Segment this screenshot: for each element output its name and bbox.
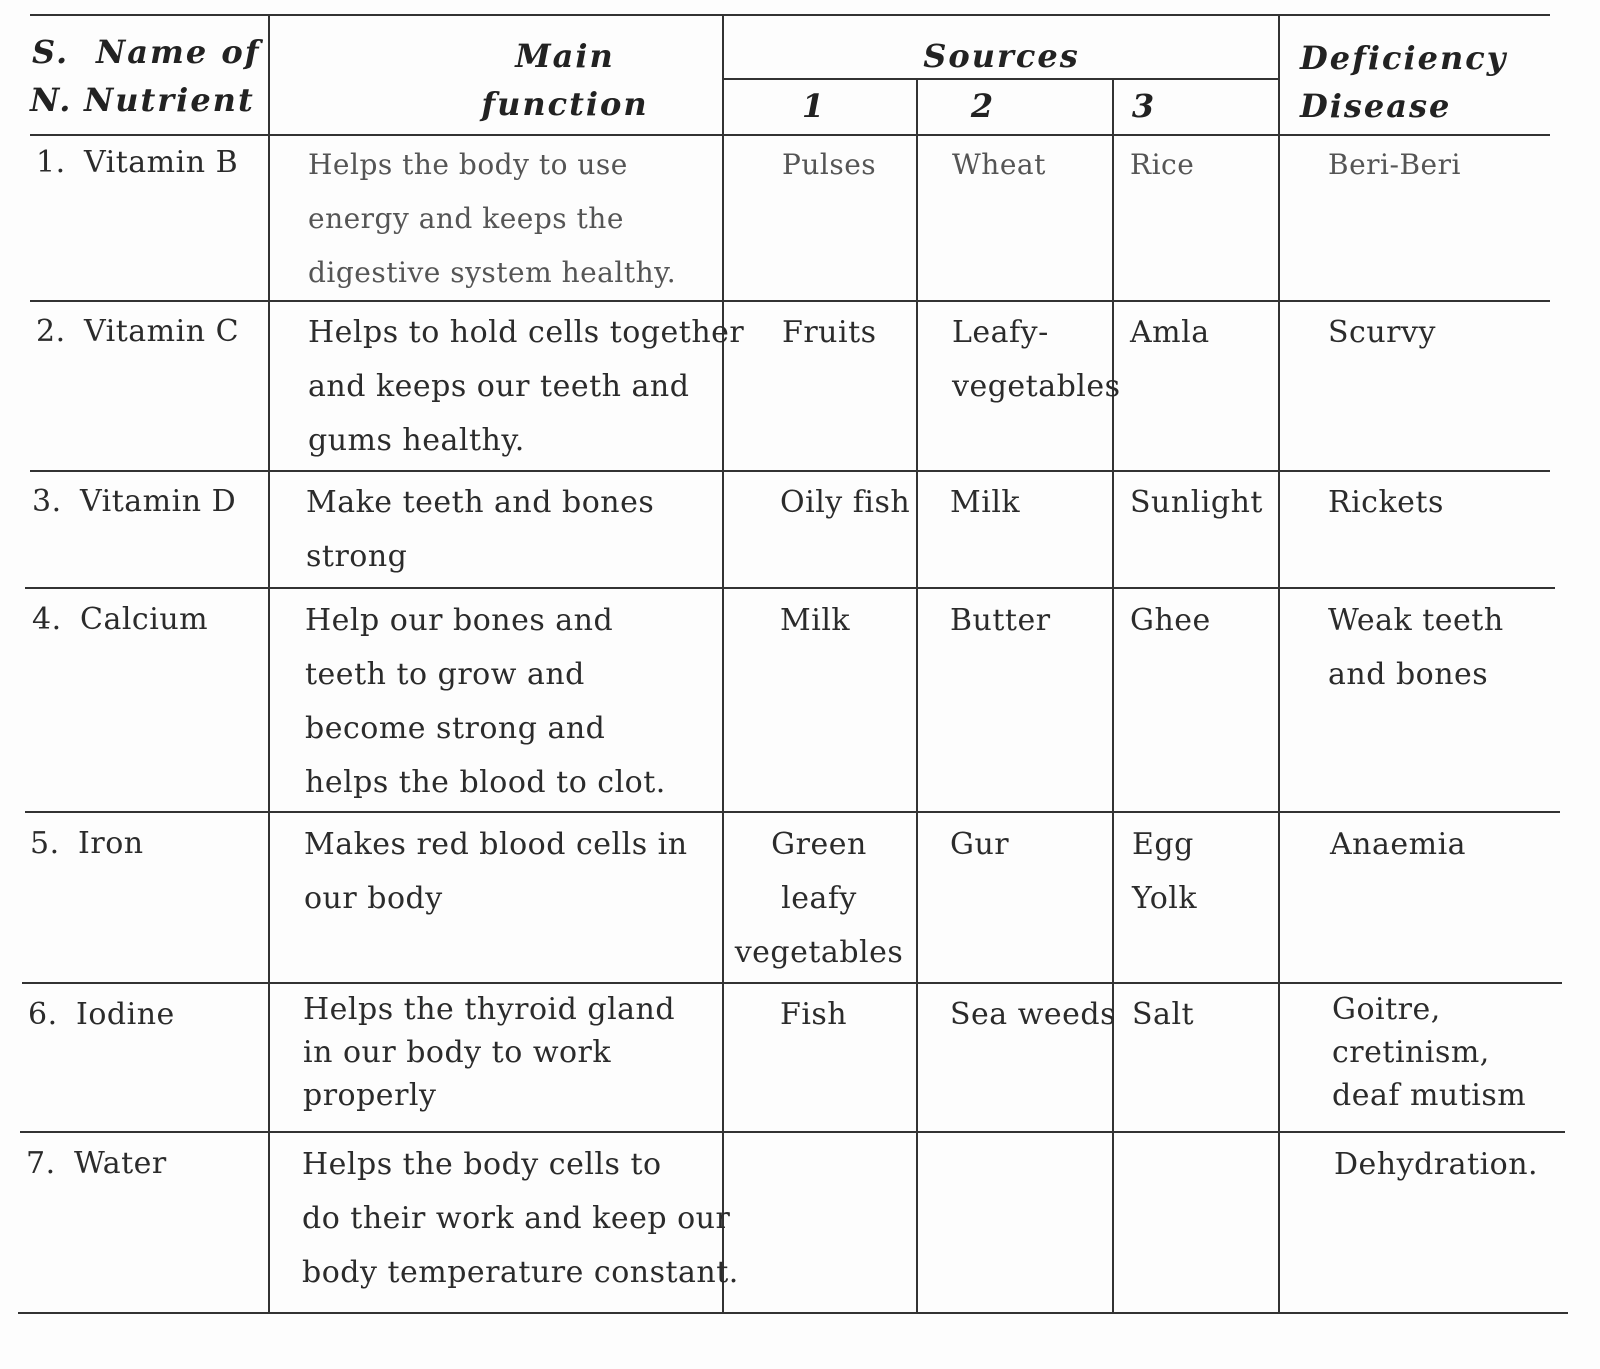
col-divider-source2 <box>1112 78 1114 1314</box>
header-bottom-border <box>30 134 1550 136</box>
row3-source3: Sunlight <box>1130 485 1263 520</box>
row-divider-1 <box>30 300 1550 302</box>
row2-source2: Leafy- vegetables <box>952 315 1121 404</box>
row4-function: Help our bones and teeth to grow and become strong and helps the blood to clot. <box>305 603 666 800</box>
col-divider-source1 <box>916 78 918 1314</box>
row4-nutrient: Calcium <box>80 602 209 637</box>
row-divider-5 <box>22 982 1562 984</box>
row6-disease: Goitre, cretinism, deaf mutism <box>1332 992 1527 1113</box>
header-source-col-1: 1 <box>801 87 827 125</box>
header-sn-line1: S. <box>32 33 70 71</box>
row3-function: Make teeth and bones strong <box>306 485 655 574</box>
row6-source3: Salt <box>1132 997 1195 1032</box>
row2-source1: Fruits <box>782 315 877 350</box>
row6-function: Helps the thyroid gland in our body to work properly <box>303 992 676 1113</box>
header-sources: Sources <box>923 37 1080 75</box>
row1-function: Helps the body to use energy and keeps the digestive system healthy. <box>308 148 677 289</box>
header-deficiency: Deficiency Disease <box>1300 39 1508 125</box>
header-sn-line2: N. <box>30 81 73 119</box>
row5-source2: Gur <box>950 827 1010 862</box>
table-top-border <box>30 14 1550 16</box>
row4-sn: 4. <box>32 602 62 637</box>
row4-source1: Milk <box>780 603 851 638</box>
row-divider-4 <box>25 811 1560 813</box>
row7-disease: Dehydration. <box>1334 1147 1539 1182</box>
row1-disease: Beri-Beri <box>1328 148 1461 181</box>
row4-source2: Butter <box>950 603 1051 638</box>
row1-source1: Pulses <box>782 148 877 181</box>
row2-nutrient: Vitamin C <box>84 314 240 349</box>
header-source-col-3: 3 <box>1131 87 1157 125</box>
row6-nutrient: Iodine <box>76 997 175 1032</box>
row6-sn: 6. <box>28 997 58 1032</box>
row6-source2: Sea weeds <box>950 997 1117 1032</box>
col-divider-sources <box>1278 14 1280 1314</box>
row2-sn: 2. <box>36 314 66 349</box>
row1-source2: Wheat <box>952 148 1046 181</box>
row-divider-3 <box>25 587 1555 589</box>
row7-nutrient: Water <box>74 1146 167 1181</box>
col-divider-function <box>722 14 724 1314</box>
row3-disease: Rickets <box>1328 485 1444 520</box>
row2-disease: Scurvy <box>1328 315 1436 350</box>
header-name-line2: Nutrient <box>84 81 255 119</box>
row1-source3: Rice <box>1130 148 1195 181</box>
row5-function: Makes red blood cells in our body <box>304 827 688 916</box>
row3-sn: 3. <box>32 484 62 519</box>
row5-disease: Anaemia <box>1330 827 1467 862</box>
row2-function: Helps to hold cells together and keeps our teeth and gums healthy. <box>308 315 745 458</box>
row4-source3: Ghee <box>1130 603 1211 638</box>
row7-function: Helps the body cells to do their work and keep our body temperature constant. <box>302 1147 739 1290</box>
row-divider-6 <box>20 1131 1565 1133</box>
row5-source3: Egg Yolk <box>1132 827 1198 916</box>
row6-source1: Fish <box>780 997 848 1032</box>
row1-sn: 1. <box>36 145 66 180</box>
header-name-line1: Name of <box>96 33 261 71</box>
row5-sn: 5. <box>30 826 60 861</box>
row-divider-2 <box>30 470 1550 472</box>
row3-source2: Milk <box>950 485 1021 520</box>
header-source-col-2: 2 <box>970 87 996 125</box>
row2-source3: Amla <box>1130 315 1210 350</box>
row5-source1: Green leafy vegetables <box>734 827 904 970</box>
row5-nutrient: Iron <box>78 826 144 861</box>
row4-disease: Weak teeth and bones <box>1328 603 1504 692</box>
row3-nutrient: Vitamin D <box>80 484 237 519</box>
header-main-function: Main function <box>481 37 649 123</box>
row3-source1: Oily fish <box>780 485 911 520</box>
table-bottom-border <box>18 1312 1568 1314</box>
row1-nutrient: Vitamin B <box>84 145 239 180</box>
col-divider-nutrient <box>268 14 270 1314</box>
row7-sn: 7. <box>26 1146 56 1181</box>
